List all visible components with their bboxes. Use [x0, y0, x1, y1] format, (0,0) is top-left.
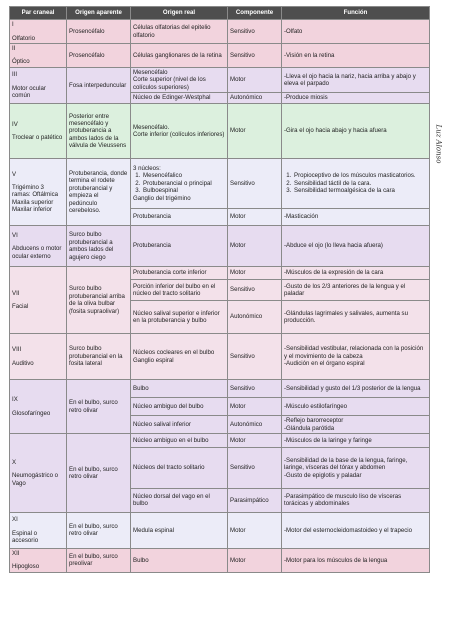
component-text: Motor	[230, 242, 246, 250]
component-text: Motor	[230, 556, 246, 564]
table-row	[10, 67, 430, 92]
component-cell	[228, 488, 282, 512]
origin-real-text: Protuberancia corte inferior	[133, 269, 207, 277]
origin-real-text: Porción inferior del bulbo en el núcleo del tracto solitario	[133, 282, 216, 298]
nerve-name-cell	[10, 334, 67, 380]
function-list-item: 1. Propioceptivo de los músculos masticatorios.	[293, 172, 427, 179]
function-text: -Abduce el ojo (lo lleva hacia afuera)	[284, 242, 383, 250]
origin-apparent-cell	[67, 334, 131, 380]
component-text: Motor	[230, 402, 246, 410]
origin-real-cell	[131, 93, 228, 104]
origin-real-text: Mesencéfalo	[133, 68, 168, 76]
header-origen-real: Origen real	[131, 7, 228, 20]
function-cell	[282, 67, 430, 92]
function-cell	[282, 380, 430, 398]
nerve-number: IX	[12, 396, 18, 404]
component-cell	[228, 93, 282, 104]
component-text: Parasimpático	[230, 496, 269, 504]
component-cell	[228, 433, 282, 447]
origin-real-list-item: 2. Protuberancial o principal	[142, 180, 225, 187]
origin-apparent-cell	[67, 226, 131, 267]
table-row	[10, 334, 430, 380]
function-text: -Músculos de la expresión de la cara	[284, 269, 384, 277]
nerve-name: Glosofaríngeo	[12, 409, 51, 417]
signature	[433, 126, 445, 166]
function-cell	[282, 20, 430, 44]
origin-apparent-text: Prosencéfalo	[69, 51, 105, 59]
function-text: -Reflejo barorreceptor	[284, 417, 344, 425]
nerve-name: Troclear o patético	[12, 134, 63, 142]
origin-real-text: Corte inferior (colículos inferiores)	[133, 131, 225, 139]
function-cell	[282, 334, 430, 380]
origin-apparent-cell	[67, 433, 131, 512]
nerve-name-cell	[10, 44, 67, 68]
function-list-item: 3. Sensibilidad termoalgésica de la cara	[293, 187, 427, 194]
cranial-nerves-page	[9, 6, 429, 573]
origin-real-cell	[131, 380, 228, 398]
origin-real-list-item: 3. Bulboespinal	[142, 187, 225, 194]
origin-real-cell	[131, 104, 228, 159]
origin-real-text: Mesencéfalo.	[133, 123, 170, 131]
nerve-name: Motor ocular común	[12, 84, 46, 100]
nerve-name-cell	[10, 226, 67, 267]
origin-real-cell	[131, 267, 228, 280]
component-cell	[228, 67, 282, 92]
origin-real-cell	[131, 334, 228, 380]
nerve-name-cell	[10, 433, 67, 512]
table-row	[10, 104, 430, 159]
origin-real-cell	[131, 433, 228, 447]
nerve-number: V	[12, 170, 17, 178]
origin-real-cell	[131, 301, 228, 334]
nerve-name-cell	[10, 20, 67, 44]
origin-real-text: Ganglio del trigémino	[133, 194, 191, 202]
cranial-nerves-table	[9, 6, 430, 573]
nerve-name-cell	[10, 267, 67, 334]
origin-real-cell	[131, 398, 228, 416]
function-text: -Motor para los músculos de la lengua	[284, 556, 388, 564]
nerve-number: XII	[12, 550, 20, 558]
component-cell	[228, 226, 282, 267]
origin-real-text: Núcleo ambiguo del bulbo	[133, 402, 204, 410]
origin-apparent-text: Fosa interpeduncular	[69, 81, 127, 89]
origin-apparent-cell	[67, 380, 131, 434]
nerve-number: IV	[12, 120, 18, 128]
header-funcion: Función	[282, 7, 430, 20]
table-row	[10, 380, 430, 398]
origin-real-cell	[131, 209, 228, 226]
origin-apparent-cell	[67, 104, 131, 159]
component-cell	[228, 512, 282, 548]
origin-real-cell	[131, 159, 228, 209]
nerve-number: VII	[12, 289, 20, 297]
function-text: -Audición en el órgano espiral	[284, 360, 365, 368]
origin-real-text: Ganglio espiral	[133, 356, 174, 364]
origin-real-text: Núcleo salival inferior	[133, 420, 191, 428]
nerve-number: XI	[12, 516, 18, 524]
table-row	[10, 159, 430, 209]
nerve-name-cell	[10, 67, 67, 103]
nerve-name: Hipogloso	[12, 563, 40, 571]
function-text: -Glándula parótida	[284, 424, 335, 432]
function-text: -Produce miosis	[284, 94, 328, 102]
table-row	[10, 226, 430, 267]
function-list	[284, 172, 427, 194]
component-text: Autonómico	[230, 313, 263, 321]
origin-real-text: Células olfatorias del epitelio olfatorio	[133, 24, 211, 39]
origin-real-text: Núcleo dorsal del vago en el bulbo	[133, 493, 210, 508]
function-text: -Gira el ojo hacia abajo y hacia afuera	[284, 127, 387, 135]
nerve-number: II	[12, 45, 16, 52]
origin-real-list	[133, 172, 225, 194]
nerve-name: Neumogástrico o Vago	[12, 472, 59, 487]
component-cell	[228, 209, 282, 226]
component-text: Motor	[230, 269, 246, 277]
table-row	[10, 548, 430, 572]
origin-real-text: Bulbo	[133, 556, 149, 564]
nerve-name: Espinal o accesorio	[12, 529, 39, 545]
header-par-craneal: Par craneal	[10, 7, 67, 20]
function-text: -Sensibilidad y gusto del 1/3 posterior de la lengua	[284, 384, 421, 392]
component-cell	[228, 548, 282, 572]
origin-real-text: 3 núcleos:	[133, 165, 161, 173]
nerve-name-cell	[10, 548, 67, 572]
function-text: -Gusto de epiglotis y paladar	[284, 471, 362, 479]
component-text: Sensitivo	[230, 27, 255, 35]
nerve-number: III	[12, 71, 18, 79]
function-cell	[282, 301, 430, 334]
origin-real-text: Protuberancia	[133, 213, 171, 221]
function-text: -Músculos de la laringe y faringe	[284, 436, 372, 444]
component-text: Sensitivo	[230, 464, 255, 472]
origin-apparent-text: En el bulbo, surco retro olivar	[69, 523, 118, 538]
function-cell	[282, 512, 430, 548]
function-text: -Parasimpático de musculo liso de vísceras torácicas y abdominales	[284, 493, 402, 508]
function-text: -Gusto de los 2/3 anteriores de la lengua y el paladar	[284, 282, 406, 298]
origin-apparent-text: Protuberancia, donde termina el rodete protuberancial y empieza el pedúnculo cerebeloso.	[69, 169, 128, 214]
nerve-name: Abducens o motor ocular externo	[12, 245, 62, 260]
origin-real-text: Núcleos cocleares en el bulbo	[133, 349, 215, 357]
origin-real-cell	[131, 488, 228, 512]
nerve-name-cell	[10, 104, 67, 159]
component-cell	[228, 44, 282, 68]
component-text: Motor	[230, 213, 246, 221]
header-componente: Componente	[228, 7, 282, 20]
nerve-number: I	[12, 21, 14, 29]
origin-real-text: Medula espinal	[133, 526, 174, 534]
component-text: Motor	[230, 436, 246, 444]
origin-apparent-cell	[67, 44, 131, 68]
function-cell	[282, 416, 430, 434]
table-body	[10, 20, 430, 573]
signature-text: Luz Alonso	[434, 124, 443, 164]
function-text: -Glándulas lagrimales y salivales, aumenta su producción.	[284, 309, 408, 325]
nerve-name-cell	[10, 512, 67, 548]
component-text: Sensitivo	[230, 384, 255, 392]
component-cell	[228, 416, 282, 434]
origin-apparent-text: Prosencéfalo	[69, 27, 105, 35]
nerve-name: Óptico	[12, 58, 30, 66]
component-cell	[228, 159, 282, 209]
component-cell	[228, 267, 282, 280]
nerve-number: X	[12, 458, 17, 466]
component-cell	[228, 380, 282, 398]
origin-apparent-cell	[67, 159, 131, 226]
function-cell	[282, 159, 430, 209]
function-cell	[282, 104, 430, 159]
origin-real-text: Células ganglionares de la retina	[133, 51, 222, 59]
function-text: -Olfato	[284, 27, 303, 35]
function-text: -Motor del esternocleidomastoideo y el trapecio	[284, 526, 413, 534]
component-cell	[228, 301, 282, 334]
origin-real-text: Protuberancia	[133, 242, 171, 250]
origin-apparent-text: Surco bulbo protuberancial arriba de la oliva bulbar (fosita supraolivar)	[69, 285, 125, 315]
origin-real-cell	[131, 447, 228, 488]
component-cell	[228, 20, 282, 44]
component-text: Autonómico	[230, 420, 263, 428]
component-text: Autonómico	[230, 94, 263, 102]
origin-real-cell	[131, 44, 228, 68]
component-cell	[228, 398, 282, 416]
function-cell	[282, 280, 430, 301]
origin-apparent-cell	[67, 548, 131, 572]
function-text: -Lleva el ojo hacia la nariz, hacia arriba y abajo y eleva el parpado	[284, 72, 416, 87]
component-cell	[228, 334, 282, 380]
origin-real-text: Núcleo ambiguo en el bulbo	[133, 436, 209, 444]
nerve-number: VI	[12, 231, 18, 239]
function-cell	[282, 209, 430, 226]
nerve-name: Olfatorio	[12, 34, 36, 42]
component-cell	[228, 280, 282, 301]
function-cell	[282, 226, 430, 267]
origin-apparent-cell	[67, 512, 131, 548]
nerve-number: VIII	[12, 346, 22, 354]
component-text: Motor	[230, 526, 246, 534]
component-text: Motor	[230, 76, 246, 84]
origin-real-text: Bulbo	[133, 384, 149, 392]
component-cell	[228, 447, 282, 488]
function-text: -Masticación	[284, 213, 319, 221]
table-row	[10, 512, 430, 548]
origin-apparent-text: Surco bulbo protuberancial en la fosita lateral	[69, 345, 123, 368]
function-cell	[282, 93, 430, 104]
origin-apparent-text: En el bulbo, surco retro olivar	[69, 399, 118, 414]
origin-apparent-text: Posterior entre mesencéfalo y protuberancia a ambos lados de la válvula de Vieussens	[69, 112, 127, 150]
origin-real-cell	[131, 280, 228, 301]
origin-real-cell	[131, 67, 228, 92]
component-cell	[228, 104, 282, 159]
origin-real-cell	[131, 416, 228, 434]
origin-real-text: Núcleo de Edinger-Westphal	[133, 94, 211, 102]
function-text: -Visión en la retina	[284, 51, 335, 59]
origin-real-list-item: 1. Mesencéfalico	[142, 172, 225, 179]
table-row	[10, 433, 430, 447]
origin-real-text: Núcleos del tracto solitario	[133, 464, 205, 472]
component-text: Sensitivo	[230, 51, 255, 59]
component-text: Sensitivo	[230, 352, 255, 360]
component-text: Sensitivo	[230, 179, 255, 187]
function-cell	[282, 267, 430, 280]
nerve-name-cell	[10, 159, 67, 226]
header-origen-aparente: Origen aparente	[67, 7, 131, 20]
table-row	[10, 20, 430, 44]
table-row	[10, 44, 430, 68]
origin-apparent-text: En el bulbo, surco preolivar	[69, 553, 118, 568]
origin-real-cell	[131, 226, 228, 267]
nerve-name: Facial	[12, 303, 29, 311]
function-list-item: 2. Sensibilidad táctil de la cara.	[293, 180, 427, 187]
origin-real-cell	[131, 20, 228, 44]
function-cell	[282, 398, 430, 416]
function-text: -Sensibilidad vestibular, relacionada con la posición y el movimiento de la cabeza	[284, 345, 424, 360]
function-cell	[282, 433, 430, 447]
nerve-name: Auditivo	[12, 359, 34, 367]
component-text: Sensitivo	[230, 286, 255, 294]
origin-real-text: Núcleo salival superior e inferior en la protuberancia y bulbo	[133, 309, 220, 325]
origin-apparent-text: En el bulbo, surco retro olivar	[69, 465, 118, 480]
header-row	[10, 7, 430, 20]
origin-real-text: Corte superior (nivel de los colículos superiores)	[133, 76, 206, 91]
origin-apparent-text: Surco bulbo protuberancial a ambos lados del agujero ciego	[69, 231, 114, 261]
function-cell	[282, 488, 430, 512]
origin-apparent-cell	[67, 267, 131, 334]
component-text: Motor	[230, 127, 246, 135]
function-text: -Sensibilidad de la base de la lengua, faringe, laringe, vísceras del tórax y abdomen	[284, 456, 408, 472]
table-row	[10, 267, 430, 280]
origin-apparent-cell	[67, 20, 131, 44]
origin-real-cell	[131, 512, 228, 548]
nerve-name-cell	[10, 380, 67, 434]
function-cell	[282, 447, 430, 488]
origin-real-cell	[131, 548, 228, 572]
nerve-name: Trigémino 3 ramas: Oftálmica Maxila superior Maxilar inferior	[12, 183, 59, 214]
origin-apparent-cell	[67, 67, 131, 103]
function-cell	[282, 548, 430, 572]
function-text: -Músculo estilofaríngeo	[284, 402, 347, 410]
function-cell	[282, 44, 430, 68]
